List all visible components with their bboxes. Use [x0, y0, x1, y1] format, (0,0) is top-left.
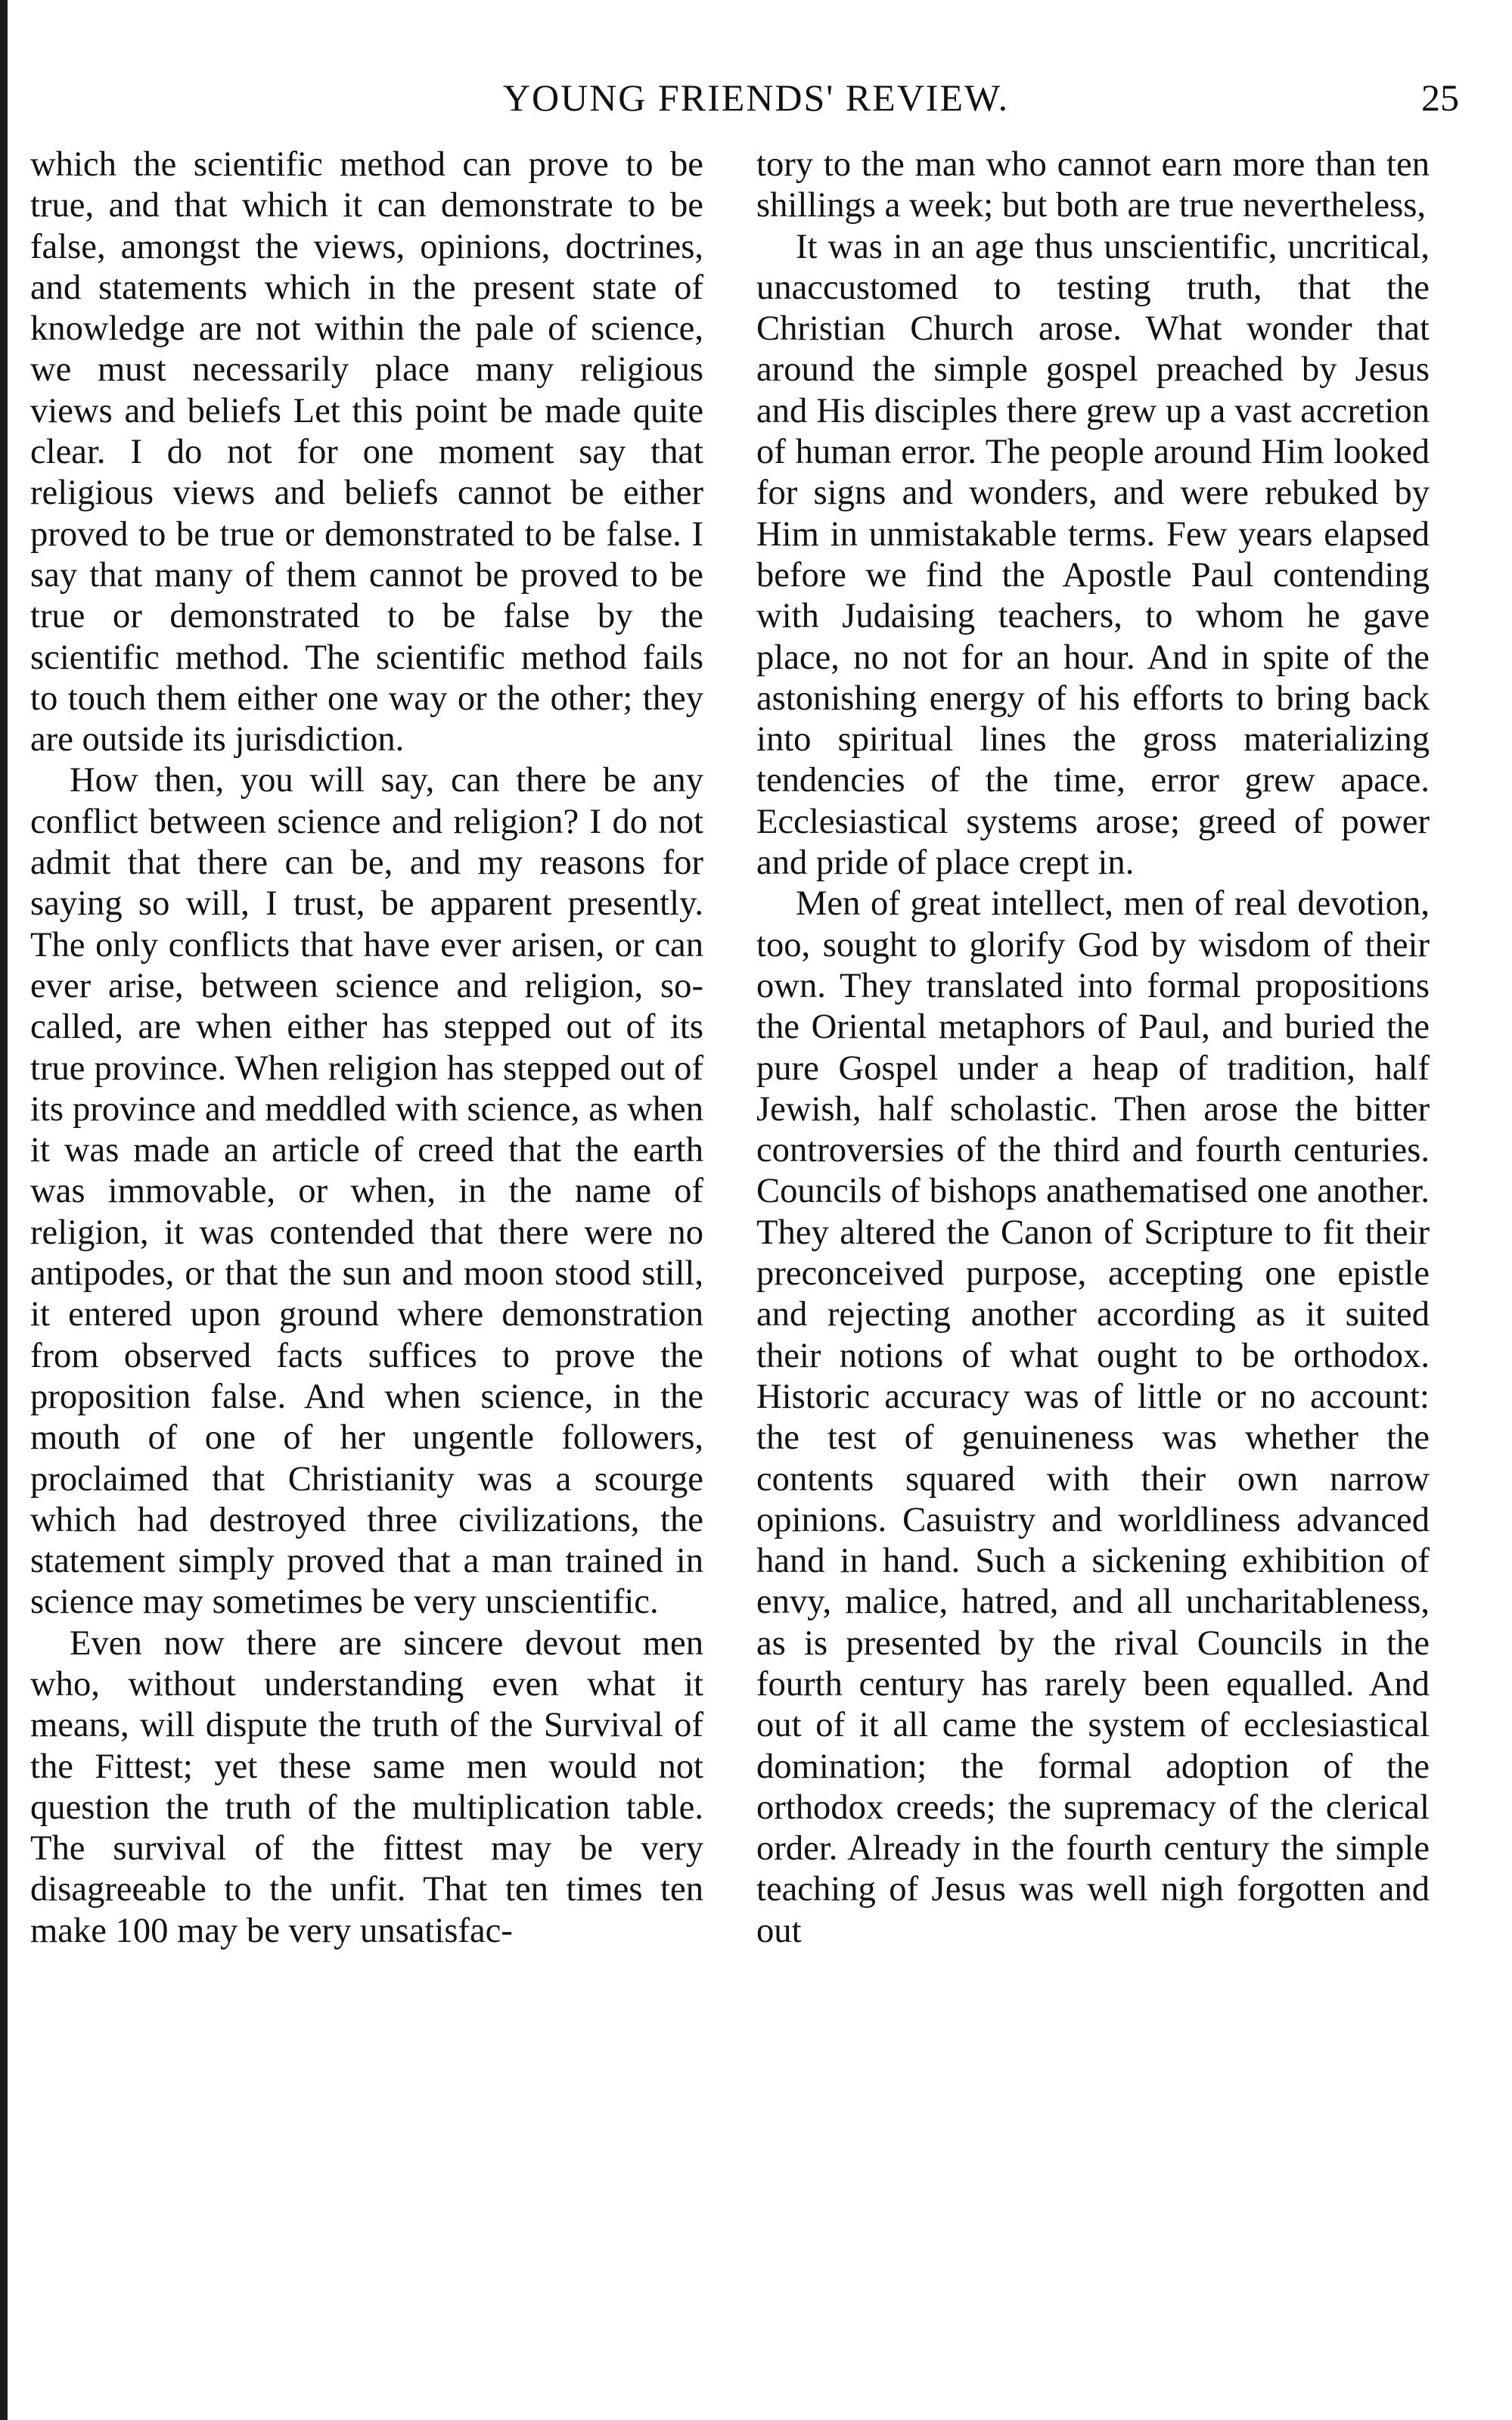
paragraph: Even now there are sincere devout men who, without understanding even what it means, will dispute the truth of the Survival of the Fittest; yet these same men would not question the truth of the multiplication table. The survival of the fittest may be very disagreeable to the unfit. That ten times ten make 100 may be very unsatisfac-	[30, 1623, 703, 1950]
right-column	[756, 144, 1430, 2383]
paragraph: How then, you will say, can there be any conflict between science and religion? I do not admit that there can be, and my reasons for saying so will, I trust, be apparent presently. The only conflicts that have ever arisen, or can ever arise, between science and religion, so-called, are when either has stepped out of its true province. When religion has stepped out of its province and meddled with science, as when it was made an article of creed that the earth was immovable, or when, in the name of religion, it was contended that there were no antipodes, or that the sun and moon stood still, it entered upon ground where demonstration from observed facts suffices to prove the proposition false. And when science, in the mouth of one of her ungentle followers, proclaimed that Christianity was a scourge which had destroyed three civilizations, the statement simply proved that a man trained in science may sometimes be very unscientific.	[30, 760, 703, 1622]
left-column	[30, 144, 703, 2383]
page-header	[0, 76, 1512, 129]
page-number: 25	[1421, 76, 1459, 119]
paragraph: It was in an age thus unscientific, uncritical, unaccustomed to testing truth, that the Christian Church arose. What wonder that around the simple gospel preached by Jesus and His disciples there grew up a vast accretion of human error. The people around Him looked for signs and wonders, and were rebuked by Him in unmistakable terms. Few years elapsed before we find the Apostle Paul contending with Judaising teachers, to whom he gave place, no not for an hour. And in spite of the astonishing energy of his efforts to bring back into spiritual lines the gross materializing tendencies of the time, error grew apace. Ecclesiastical systems arose; greed of power and pride of place crept in.	[756, 226, 1430, 883]
running-title: YOUNG FRIENDS' REVIEW.	[502, 76, 1010, 119]
paragraph: tory to the man who cannot earn more than ten shillings a week; but both are true nevertheless,	[756, 144, 1430, 225]
paragraph: Men of great intellect, men of real devotion, too, sought to glorify God by wisdom of their own. They translated into formal propositions the Oriental metaphors of Paul, and buried the pure Gospel under a heap of tradition, half Jewish, half scholastic. Then arose the bitter controversies of the third and fourth centuries. Councils of bishops anathematised one another. They altered the Canon of Scripture to fit their preconceived purpose, accepting one epistle and rejecting another according as it suited their notions of what ought to be orthodox. Historic accuracy was of little or no account: the test of genuineness was whether the contents squared with their own narrow opinions. Casuistry and worldliness advanced hand in hand. Such a sickening exhibition of envy, malice, hatred, and all uncharitableness, as is presented by the rival Councils in the fourth century has rarely been equalled. And out of it all came the system of ecclesiastical domination; the formal adoption of the orthodox creeds; the supremacy of the clerical order. Already in the fourth century the simple teaching of Jesus was well nigh forgotten and out	[756, 884, 1430, 1950]
page-edge-shadow	[0, 0, 8, 2420]
paragraph: which the scientific method can prove to be true, and that which it can demonstrate to be false, amongst the views, opinions, doctrines, and statements which in the present state of knowledge are not within the pale of science, we must necessarily place many religious views and beliefs Let this point be made quite clear. I do not for one moment say that religious views and beliefs cannot be either proved to be true or demonstrated to be false. I say that many of them cannot be proved to be true or demonstrated to be false by the scientific method. The scientific method fails to touch them either one way or the other; they are outside its jurisdiction.	[30, 144, 703, 760]
